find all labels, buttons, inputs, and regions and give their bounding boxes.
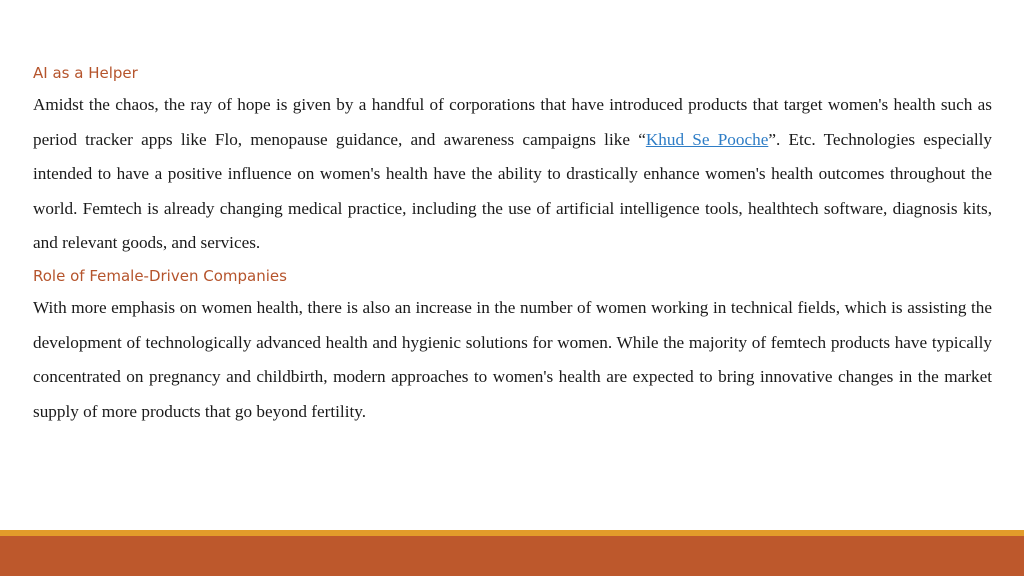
footer-bar	[0, 536, 1024, 576]
slide-content	[33, 58, 992, 429]
paragraph-text-before-link: Amidst the chaos, the ray of hope is given by a handful of corporations that have introduced products that target women's health such as period tracker apps like Flo, menopause guidance, and awareness campaigns like “	[33, 95, 992, 149]
paragraph-text-after-link: ”. Etc. Technologies especially intended to have a positive influence on women's health have the ability to drastically enhance women's health outcomes throughout the world. Femtech is already changing medical practice, including the use of artificial intelligence tools, healthtech software, diagnosis kits, and relevant goods, and services.	[33, 129, 992, 253]
section-paragraph-ai-helper	[33, 88, 992, 261]
section-heading-female-driven: Role of Female-Driven Companies	[33, 266, 287, 285]
khud-se-pooche-link[interactable]: Khud Se Pooche	[645, 129, 769, 149]
section-paragraph-female-driven: With more emphasis on women health, there is also an increase in the number of women working in technical fields, which is assisting the development of technologically advanced health and hygienic solutions for women. While the majority of femtech products have typically concentrated on pregnancy and childbirth, modern approaches to women's health are expected to bring innovative changes in the market supply of more products that go beyond fertility.	[33, 297, 992, 421]
section-heading-ai-helper: AI as a Helper	[33, 64, 138, 82]
